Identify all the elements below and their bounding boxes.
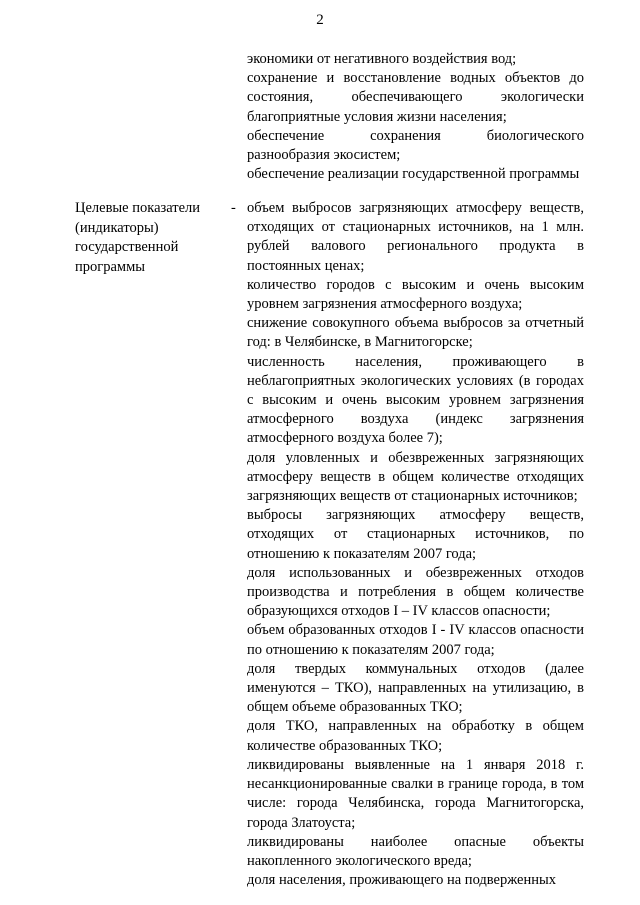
goal-item: обеспечение сохранения биологического разнообразия экосистем; [247, 127, 584, 164]
indicator-item: численность населения, проживающего в неблагоприятных экологических условиях (в городах с высоким и очень высоким уровнем загрязнения атмосферного воздуха (индекс загрязнения атмосферного воздуха более 7); [247, 353, 584, 447]
goals-continuation [247, 50, 584, 184]
indicator-item: доля уловленных и обезвреженных загрязняющих атмосферу веществ в общем количестве отходящих загрязняющих веществ от стационарных источников; [247, 449, 584, 505]
indicators-list [247, 199, 584, 890]
indicator-item: снижение совокупного объема выбросов за отчетный год: в Челябинске, в Магнитогорске; [247, 315, 584, 351]
indicator-item: ликвидированы наиболее опасные объекты накопленного экологического вреда; [247, 833, 584, 869]
indicator-item: объем образованных отходов I - IV классов опасности по отношению к показателям 2007 года; [247, 622, 584, 658]
page-number: 2 [316, 12, 324, 28]
indicator-item: объем выбросов загрязняющих атмосферу веществ, отходящих от стационарных источников, на 1 млн. рублей валового регионального продукта в постоянных ценах; [247, 200, 584, 274]
goal-item: экономики от негативного воздействия вод; [247, 51, 517, 67]
goal-item: сохранение и восстановление водных объектов до состояния, обеспечивающего экологически благоприятные условия жизни населения; [247, 70, 584, 125]
indicator-item: доля использованных и обезвреженных отходов производства и потребления в общем количестве образующихся отходов I – IV классов опасности; [247, 564, 584, 620]
indicator-item: количество городов с высоким и очень высоким уровнем загрязнения атмосферного воздуха; [247, 276, 584, 313]
indicator-item: доля твердых коммунальных отходов (далее именуются – ТКО), направленных на утилизацию, в общем объеме образованных ТКО; [247, 660, 584, 716]
indicator-item: доля ТКО, направленных на обработку в общем количестве образованных ТКО; [247, 718, 584, 754]
label-dash: - [231, 200, 236, 216]
indicator-item: ликвидированы выявленные на 1 января 2018 г. несанкционированные свалки в границе города, в том числе: города Челябинска, города Магнитогорска, города Златоуста; [247, 756, 584, 831]
indicator-item: выбросы загрязняющих атмосферу веществ, отходящих от стационарных источников, по отношению к показателям 2007 года; [247, 507, 584, 562]
goal-item: обеспечение реализации государственной программы [247, 166, 580, 183]
indicators-label: Целевые показатели (индикаторы) государственной программы [75, 200, 201, 275]
indicator-item: доля населения, проживающего на подверженных [247, 872, 556, 889]
